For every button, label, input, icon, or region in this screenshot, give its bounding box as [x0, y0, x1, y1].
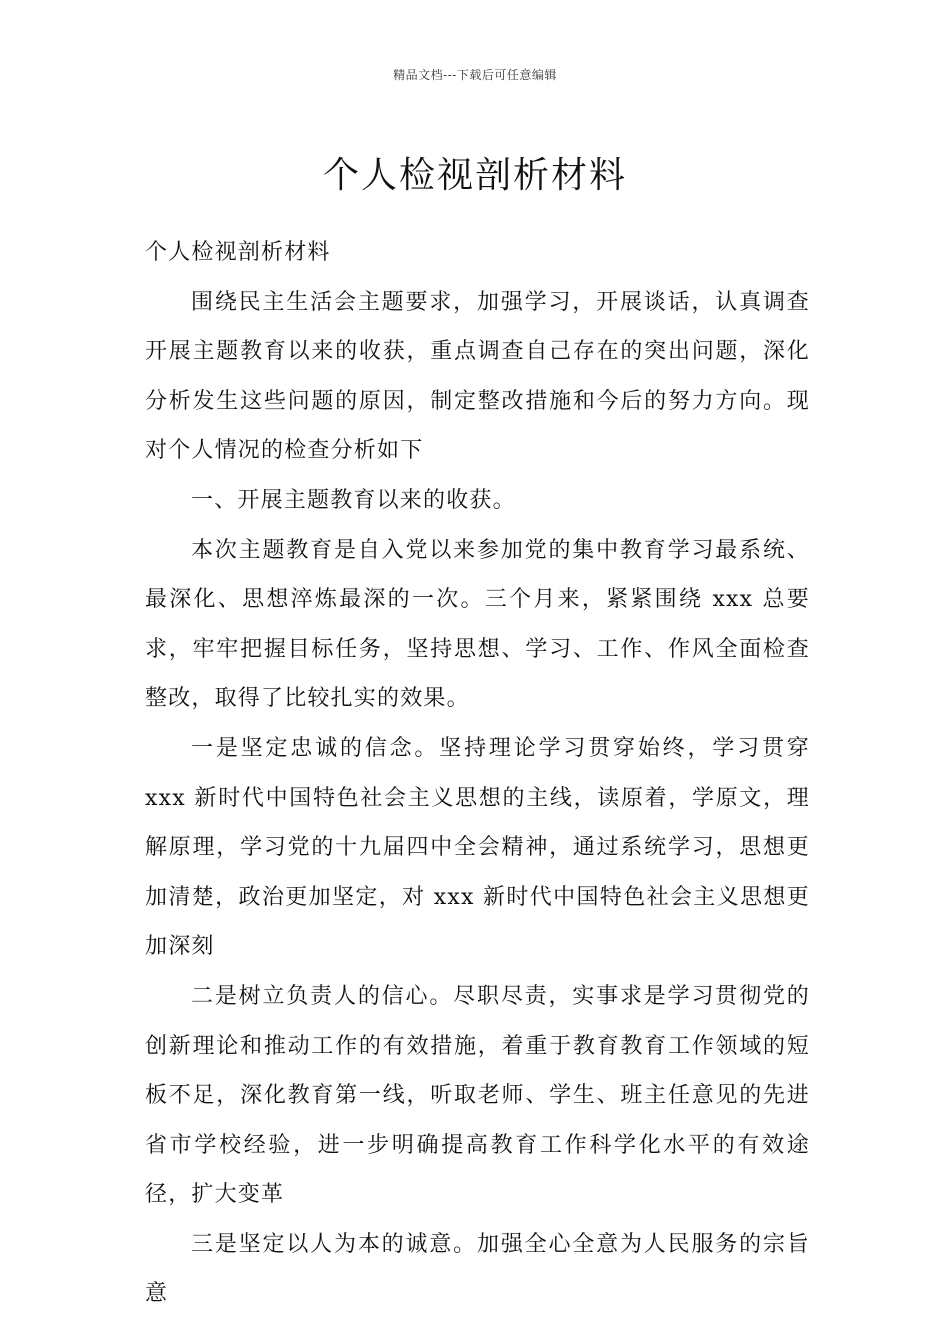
document-title: 个人检视剖析材料: [322, 155, 627, 197]
body-paragraph: 三是坚定以人为本的诚意。加强全心全意为人民服务的宗旨意: [145, 1231, 810, 1307]
header-note: 精品文档---下载后可任意编辑: [393, 68, 557, 82]
body-paragraph: 二是树立负责人的信心。尽职尽责，实事求是学习贯彻党的创新理论和推动工作的有效措施，着重于教育教育工作领域的短板不足，深化教育第一线，听取老师、学生、班主任意见的先进省市学校经验，进一步明确提高教育工作科学化水平的有效途径，扩大变革: [145, 983, 810, 1208]
body-paragraph: 围绕民主生活会主题要求，加强学习，开展谈话，认真调查开展主题教育以来的收获，重点调查自己存在的突出问题，深化分析发生这些问题的原因，制定整改措施和今后的努力方向。现对个人情况的检查分析如下: [145, 289, 810, 464]
document-body: [145, 228, 810, 1319]
body-paragraph: 个人检视剖析材料: [145, 240, 331, 265]
body-paragraph: 一是坚定忠诚的信念。坚持理论学习贯穿始终，学习贯穿 xxx 新时代中国特色社会主义思想的主线，读原着，学原文，理解原理，学习党的十九届四中全会精神，通过系统学习，思想更加清楚，政治更加坚定，对 xxx 新时代中国特色社会主义思想更加深刻: [145, 735, 810, 960]
body-paragraph: 本次主题教育是自入党以来参加党的集中教育学习最系统、最深化、思想淬炼最深的一次。三个月来，紧紧围绕 xxx 总要求，牢牢把握目标任务，坚持思想、学习、工作、作风全面检查整改，取得了比较扎实的效果。: [145, 537, 810, 712]
section-heading: 一、开展主题教育以来的收获。: [191, 487, 516, 513]
